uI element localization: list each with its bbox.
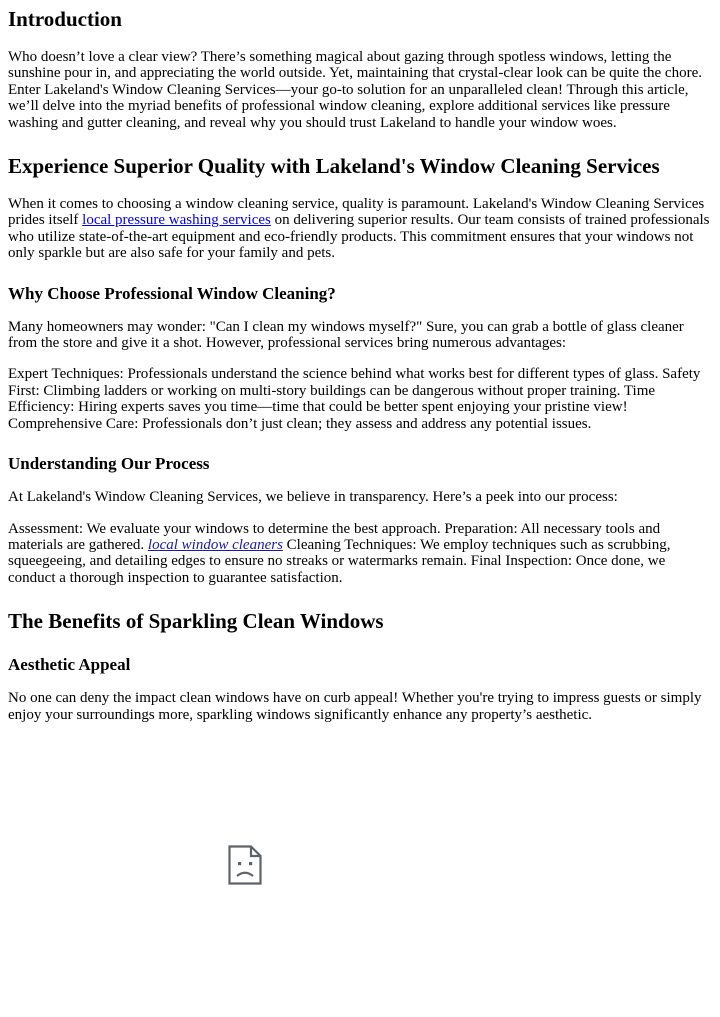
- quality-text-after-link: on delivering superior results. Our team consists of trained professionals who utilize state-of-the-art equipment and eco-friendly products. This commitment ensures that your windows not only sparkle but are also safe for your family and pets.: [8, 212, 710, 262]
- process-text-before-link: Assessment: We evaluate your windows to determine the best approach. Preparation: All necessary tools and materials are gathered.: [8, 520, 661, 553]
- quality-heading: Experience Superior Quality with Lakeland's Window Cleaning Services: [8, 154, 660, 179]
- why-paragraph-1: Many homeowners may wonder: "Can I clean my windows myself?" Sure, you can grab a bottle of glass cleaner from the store and give it a shot. However, professional services bring numerous advantages:: [8, 318, 684, 352]
- process-text-after-link: Cleaning Techniques: We employ techniques such as scrubbing, squeegeeing, and detailing edges to ensure no streaks or watermarks remain. Final Inspection: Once done, we conduct a thorough inspection to guarantee satisfaction.: [8, 536, 671, 586]
- article: [0, 7, 720, 723]
- aesthetic-paragraph: No one can deny the impact clean windows have on curb appeal! Whether you're trying to impress guests or simply enjoy your surroundings more, sparkling windows significantly enhance any property’s aesthetic.: [8, 690, 702, 723]
- benefits-heading: The Benefits of Sparkling Clean Windows: [8, 609, 384, 634]
- process-heading: Understanding Our Process: [8, 454, 210, 474]
- process-paragraph-1: At Lakeland's Window Cleaning Services, we believe in transparency. Here’s a peek into our process:: [8, 489, 618, 506]
- page: [0, 7, 720, 1017]
- aesthetic-heading: Aesthetic Appeal: [8, 655, 131, 675]
- broken-image-icon: [228, 845, 262, 885]
- process-paragraph-2: [8, 521, 712, 587]
- quality-paragraph: [8, 196, 712, 262]
- why-paragraph-2: Expert Techniques: Professionals understand the science behind what works best for different types of glass. Safety First: Climbing ladders or working on multi-story buildings can be dangerous without proper training. Time Efficiency: Hiring experts saves you time—time that could be better spent enjoying your pristine view! Comprehensive Care: Professionals don’t just clean; they assess and address any potential issues.: [8, 366, 701, 432]
- quality-text-before-link: When it comes to choosing a window cleaning service, quality is paramount. Lakeland's Window Cleaning Services prides itself: [8, 196, 705, 229]
- pressure-washing-link[interactable]: local pressure washing services: [82, 212, 271, 229]
- intro-paragraph: Who doesn’t love a clear view? There’s something magical about gazing through spotless windows, letting the sunshine pour in, and appreciating the world outside. Yet, maintaining that crystal-clear look can be quite the chore. Enter Lakeland's Window Cleaning Services—your go-to solution for an unparalleled clean! Through this article, we’ll delve into the myriad benefits of professional window cleaning, explore additional services like pressure washing and gutter cleaning, and reveal why you should trust Lakeland to handle your window woes.: [8, 49, 702, 131]
- why-heading: Why Choose Professional Window Cleaning?: [8, 283, 336, 303]
- intro-heading: Introduction: [8, 7, 122, 31]
- window-cleaners-link[interactable]: local window cleaners: [147, 536, 283, 553]
